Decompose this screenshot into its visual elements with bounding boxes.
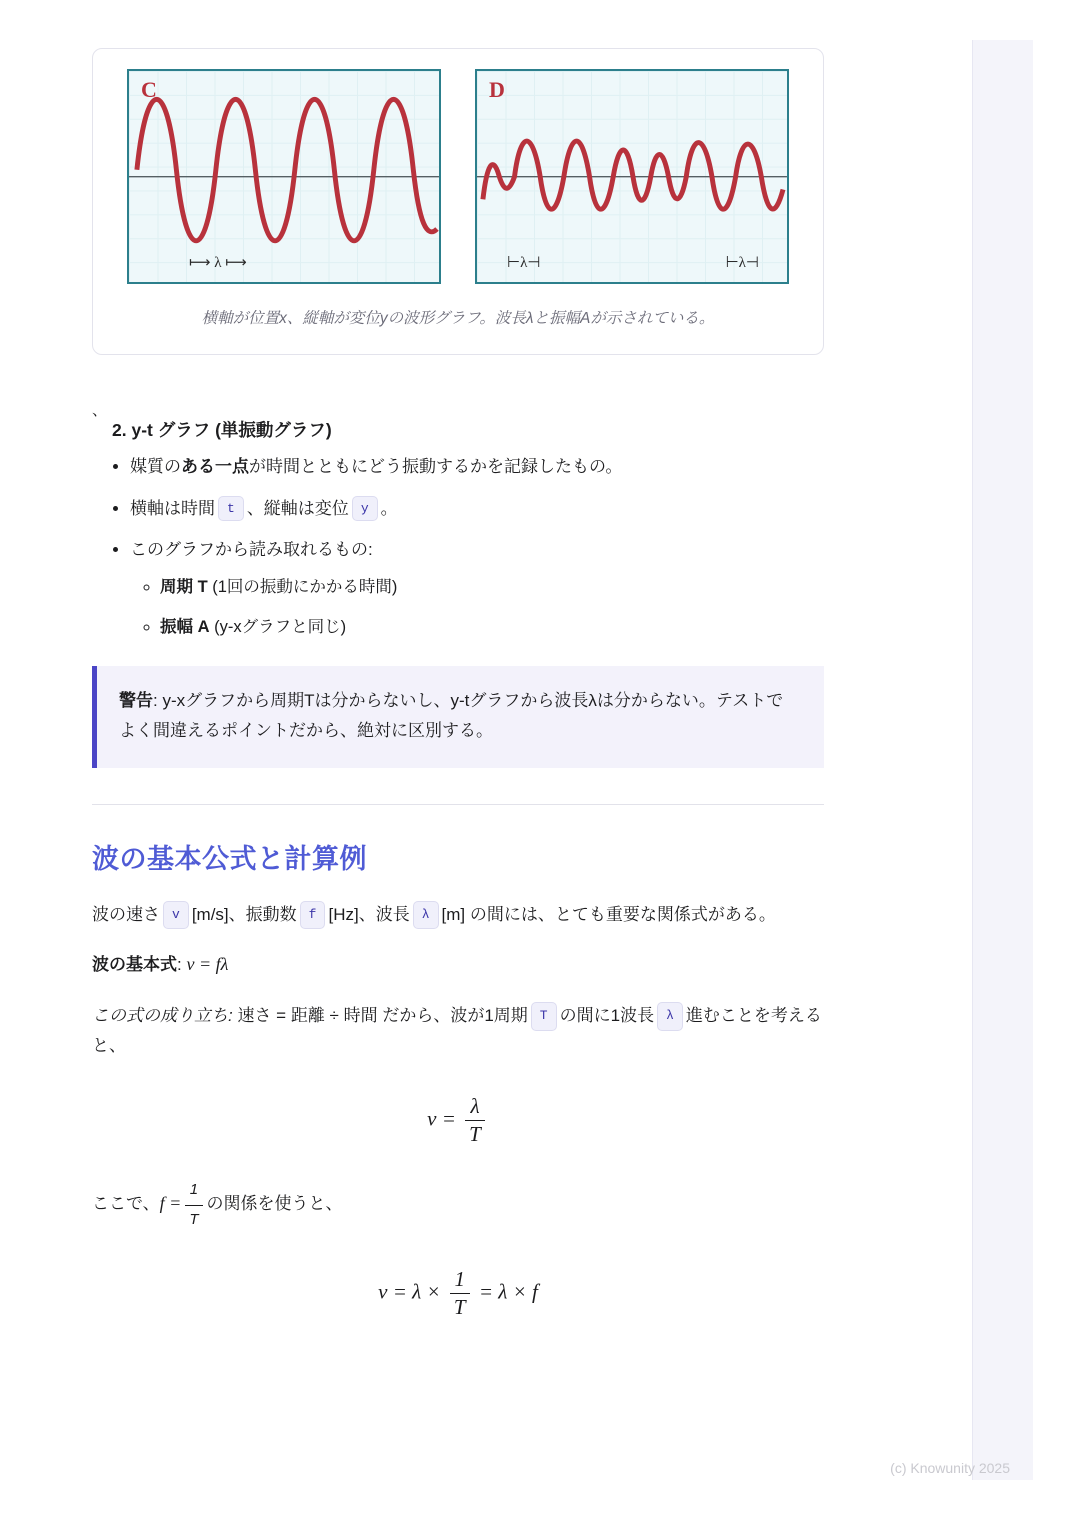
code-v: v [163, 901, 189, 930]
sub-2-rest: (y-xグラフと同じ) [214, 618, 347, 637]
bullet-3-text: このグラフから読み取れるもの: [130, 540, 373, 559]
p3-denominator: T [189, 1210, 199, 1228]
formula-colon: : [177, 955, 187, 975]
list-item-2-bullets [100, 454, 824, 640]
equation-v-lambda-times-f [92, 1267, 824, 1320]
eq1-lhs: v = [427, 1106, 456, 1131]
eq2-lhs: v = λ × [378, 1279, 441, 1304]
graph-d-curve [477, 71, 787, 283]
p2-c: 進むことを考えると、 [92, 1005, 822, 1055]
stray-punctuation: 、 [92, 402, 108, 419]
code-y: y [352, 496, 378, 522]
figure-card [92, 48, 824, 355]
bullet-1-post: が時間とともにどう振動するかを記録したもの。 [249, 457, 623, 476]
p3-f: f = [159, 1193, 182, 1214]
graph-c-label: C [141, 77, 157, 102]
sub-1-bold: 周期 T [160, 577, 208, 596]
page-scroll-column[interactable] [972, 40, 1033, 1480]
sub-bullet-amplitude [160, 615, 824, 640]
fraction-1-over-T [450, 1267, 470, 1320]
code-t: t [218, 496, 244, 522]
paragraph-basic-formula [92, 949, 824, 981]
graph-c-curve [129, 71, 439, 283]
paragraph-frequency-relation [92, 1177, 824, 1233]
bullet-medium-point [130, 454, 824, 480]
bullet-1-bold: ある一点 [181, 457, 249, 476]
p3-a: ここで、 [92, 1194, 160, 1214]
formula-inline: v = fλ [186, 954, 229, 975]
p1-b: [m/s]、振動数 [191, 904, 297, 924]
figure-caption: 横軸が位置x、縦軸が変位yの波形グラフ。波長λと振幅Aが示されている。 [201, 310, 715, 327]
p1-d: [m] の間には、とても重要な関係式がある。 [441, 904, 776, 924]
eq2-denominator: T [453, 1294, 466, 1319]
page-right-margin [972, 0, 1080, 1528]
bullet-axes [130, 496, 824, 522]
wave-graph-d [475, 69, 789, 284]
paragraph-wave-relation [92, 900, 824, 930]
code-lambda: λ [413, 901, 439, 930]
eq2-numerator: 1 [450, 1267, 470, 1294]
figure-graphs [115, 69, 801, 284]
code-lambda-2: λ [657, 1002, 683, 1031]
sub-bullet-period [160, 575, 824, 600]
list-item-2-title: 2. y-t グラフ (単振動グラフ) [112, 420, 332, 440]
list-section [92, 417, 824, 640]
p2-italic: この式の成り立ち: [92, 1005, 233, 1025]
sub-bullets [130, 575, 824, 641]
equation-v-lambda-over-T [92, 1094, 824, 1147]
p2-a: 速さ = 距離 ÷ 時間 だから、波が1周期 [232, 1005, 528, 1025]
eq2-rhs: = λ × f [478, 1279, 538, 1304]
callout-text: : y-xグラフから周期Tは分からないし、y-tグラフから波長λは分からない。テストでよく間違えるポイントだから、絶対に区別する。 [119, 691, 784, 740]
graph-d-wavelength-marker-left: ⊢λ⊣ [507, 255, 541, 271]
graph-c-wavelength-marker: ⟼ λ ⟼ [189, 255, 247, 271]
bullet-2-mid: 、縦軸は変位 [246, 498, 349, 518]
paragraph-derivation [92, 1001, 824, 1061]
fraction-lambda-T [465, 1094, 485, 1147]
warning-callout [92, 666, 824, 768]
bullet-1-pre: 媒質の [130, 457, 181, 476]
sub-1-rest: (1回の振動にかかる時間) [212, 577, 398, 596]
section-heading: 波の基本公式と計算例 [92, 843, 367, 874]
bullet-2-pre: 横軸は時間 [130, 498, 215, 518]
graph-d-wavelength-marker-right: ⊢λ⊣ [725, 255, 759, 271]
wave-graph-c [127, 69, 441, 284]
eq1-numerator: λ [465, 1094, 485, 1121]
bullet-readable [130, 537, 824, 640]
eq1-denominator: T [469, 1122, 481, 1147]
callout-label: 警告 [119, 691, 153, 710]
section-divider [92, 804, 824, 805]
graph-d-label: D [489, 77, 505, 102]
bullet-2-post: 。 [380, 498, 398, 518]
p3-b: の関係を使うと、 [206, 1194, 343, 1214]
p1-c: [Hz]、波長 [328, 904, 410, 924]
code-f: f [300, 901, 326, 930]
code-T: T [531, 1002, 557, 1031]
p1-a: 波の速さ [92, 904, 160, 924]
sub-2-bold: 振幅 A [160, 618, 210, 637]
watermark: (c) Knowunity 2025 [890, 1460, 1010, 1476]
p2-b: の間に1波長 [559, 1005, 655, 1025]
formula-label: 波の基本式 [92, 955, 177, 975]
p3-numerator: 1 [185, 1177, 202, 1205]
fraction-1-over-T-inline [185, 1177, 202, 1233]
document-content [92, 0, 824, 1350]
